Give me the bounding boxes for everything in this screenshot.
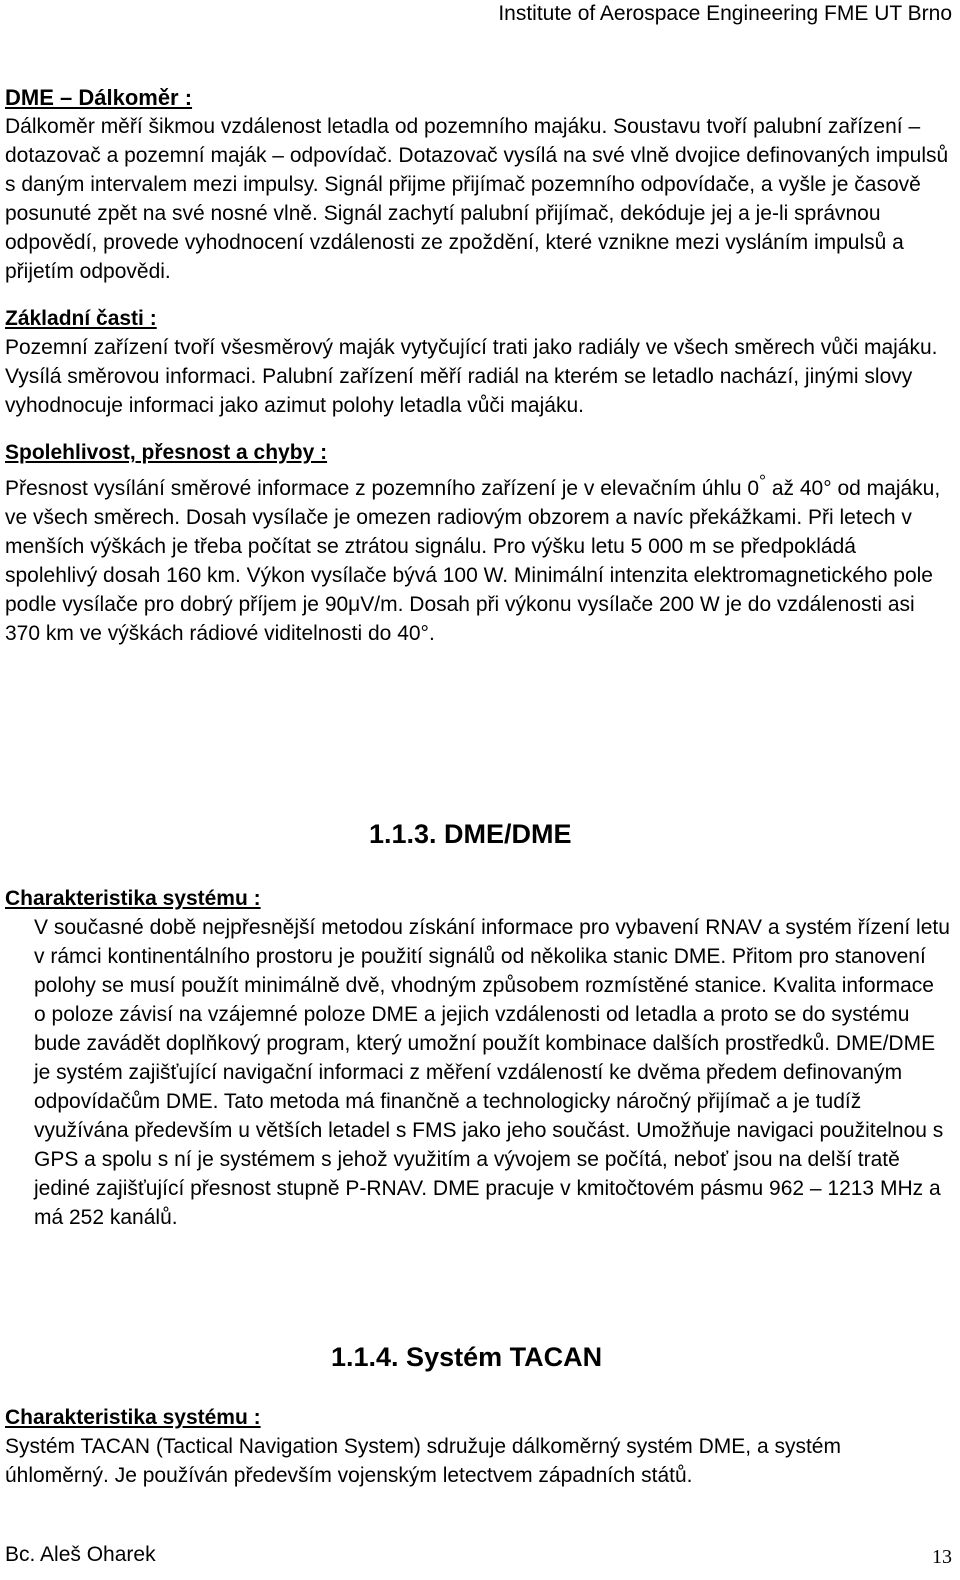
basics-text: Pozemní zařízení tvoří všesměrový maják vytyčující trati jako radiály ve všech směrech vůči majáku. Vysílá směrovou informaci. Palubní zařízení měří radiál na kterém se letadlo nachází, jinými slovy vyhodnocuje informaci jako azimut polohy letadla vůči majáku. (5, 336, 938, 417)
degree-sign: ° (759, 471, 767, 491)
footer-author: Bc. Aleš Oharek (5, 1543, 156, 1566)
heading-tacan: 1.1.4. Systém TACAN (331, 1342, 603, 1372)
dmedme-section (5, 884, 950, 1232)
reliability-text (5, 467, 950, 648)
tacan-char-text: Systém TACAN (Tactical Navigation System) sdružuje dálkoměrný systém DME, a systém úhloměrný. Je používán především vojenským letectvem západních států. (5, 1435, 841, 1487)
dmedme-char-text: V současné době nejpřesnější metodou získání informace pro vybavení RNAV a systém řízení letu v rámci kontinentálního prostoru je použití signálů od několika stanic DME. Přitom pro stanovení polohy se musí použít minimálně dvě, vhodným způsobem rozmístěné stanice. Kvalita informace o poloze závisí na vzájemné poloze DME a jejich vzdálenosti od letadla a proto se do systému bude zavádět doplňkový program, který umožní použít kombinace dalších prostředků. DME/DME je systém zajišťující navigační informaci z měření vzdáleností ke dvěma předem definovaným odpovídačům DME. Tato metoda má finančně a technologicky náročný přijímač a je tudíž využívána především u větších letadel s FMS jako jeho součást. Umožňuje navigaci použitelnou s GPS a spolu s ní je systémem s jehož využitím a vývojem se počítá, neboť jsou na delší tratě jediné zajišťující přesnost stupně P-RNAV. DME pracuje v kmitočtovém pásmu 962 – 1213 MHz a má 252 kanálů. (34, 916, 950, 1229)
heading-dme-dme: 1.1.3. DME/DME (369, 819, 572, 849)
reliability-title: Spolehlivost, přesnost a chyby : (5, 441, 328, 464)
dmedme-char-title: Charakteristika systému : (5, 887, 261, 910)
reliability-text-a: Přesnost vysílání směrové informace z pozemního zařízení je v elevačním úhlu 0 (5, 477, 760, 500)
dme-description: Dálkoměr měří šikmou vzdálenost letadla od pozemního majáku. Soustavu tvoří palubní zařízení – dotazovač a pozemní maják – odpovídač. Dotazovač vysílá na své vlně dvojice definovaných impulsů s daným intervalem mezi impulsy. Signál přijme přijímač pozemního odpovídače, a vyšle je časově posunuté zpět na své nosné vlně. Signál zachytí palubní přijímač, dekóduje jej a je-li správnou odpovědí, provede vyhodnocení vzdálenosti ze zpoždění, které vznikne mezi vysláním impulsů a přijetím odpovědi. (5, 115, 949, 283)
tacan-section (5, 1403, 950, 1490)
tacan-char-title: Charakteristika systému : (5, 1406, 261, 1429)
basics-title: Základní časti : (5, 307, 157, 330)
dme-section-title: DME – Dálkoměr : (5, 85, 193, 110)
page-number: 13 (932, 1546, 952, 1568)
page-content (5, 83, 950, 648)
institute-header: Institute of Aerospace Engineering FME UT Brno (498, 2, 952, 25)
reliability-text-b: až 40° od majáku, ve všech směrech. Dosah vysílače je omezen radiovým obzorem a navíc překážkami. Při letech v menších výškách je třeba počítat se ztrátou signálu. Pro výšku letu 5 000 m se předpokládá spolehlivý dosah 160 km. Výkon vysílače bývá 100 W. Minimální intenzita elektromagnetického pole podle vysílače pro dobrý příjem je 90μV/m. Dosah při výkonu vysílače 200 W je do vzdálenosti asi 370 km ve výškách rádiové viditelnosti do 40°. (5, 477, 941, 645)
